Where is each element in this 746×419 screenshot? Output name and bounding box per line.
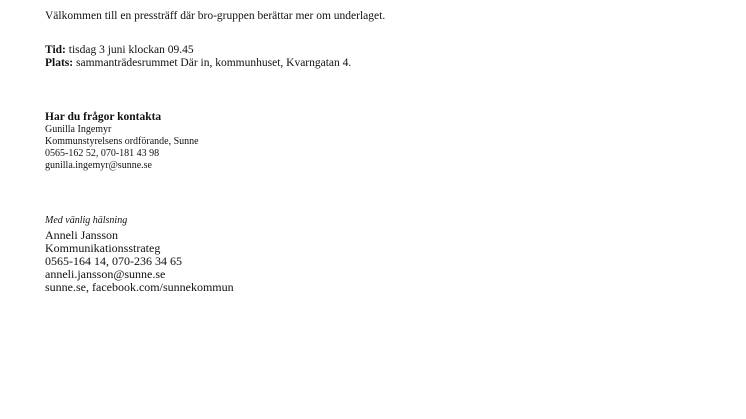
contact-block: [45, 110, 199, 172]
intro-text: Välkommen till en presstr​äff där bro-gruppen berättar mer om underlaget.: [45, 10, 386, 22]
time-value: tisdag 3 juni klockan 09.45: [68, 44, 194, 56]
intro-paragraph: [45, 9, 385, 23]
contact-title: Kommunstyrelsens ordförande, Sunne: [45, 136, 199, 147]
event-details: [45, 44, 351, 70]
time-label: Tid:: [45, 44, 66, 56]
signoff-title: Kommunikationsstrateg: [45, 241, 161, 255]
contact-name: Gunilla Ingemyr: [45, 124, 112, 135]
signoff-email: anneli.jansson@sunne.se: [45, 267, 166, 281]
place-value: sammanträdesrummet Där in, kommunhuset, Kvarngatan 4.: [75, 57, 352, 69]
signoff-name: Anneli Jansson: [45, 228, 118, 242]
place-label: Plats:: [45, 57, 74, 69]
signoff-web: sunne.se, facebook.com/sunnekommun: [45, 280, 234, 294]
contact-email: gunilla.ingemyr@sunne.se: [45, 160, 152, 171]
signoff-greeting: Med vänlig hälsning: [45, 215, 128, 226]
contact-phone: 0565-162 52, 070-181 43 98: [45, 148, 160, 159]
contact-heading: Har du frågor kontakta: [45, 111, 162, 123]
place-line: [45, 57, 351, 70]
time-line: [45, 44, 351, 57]
signoff-block: [45, 215, 234, 294]
signoff-phone: 0565-164 14, 070-236 34 65: [45, 254, 182, 268]
